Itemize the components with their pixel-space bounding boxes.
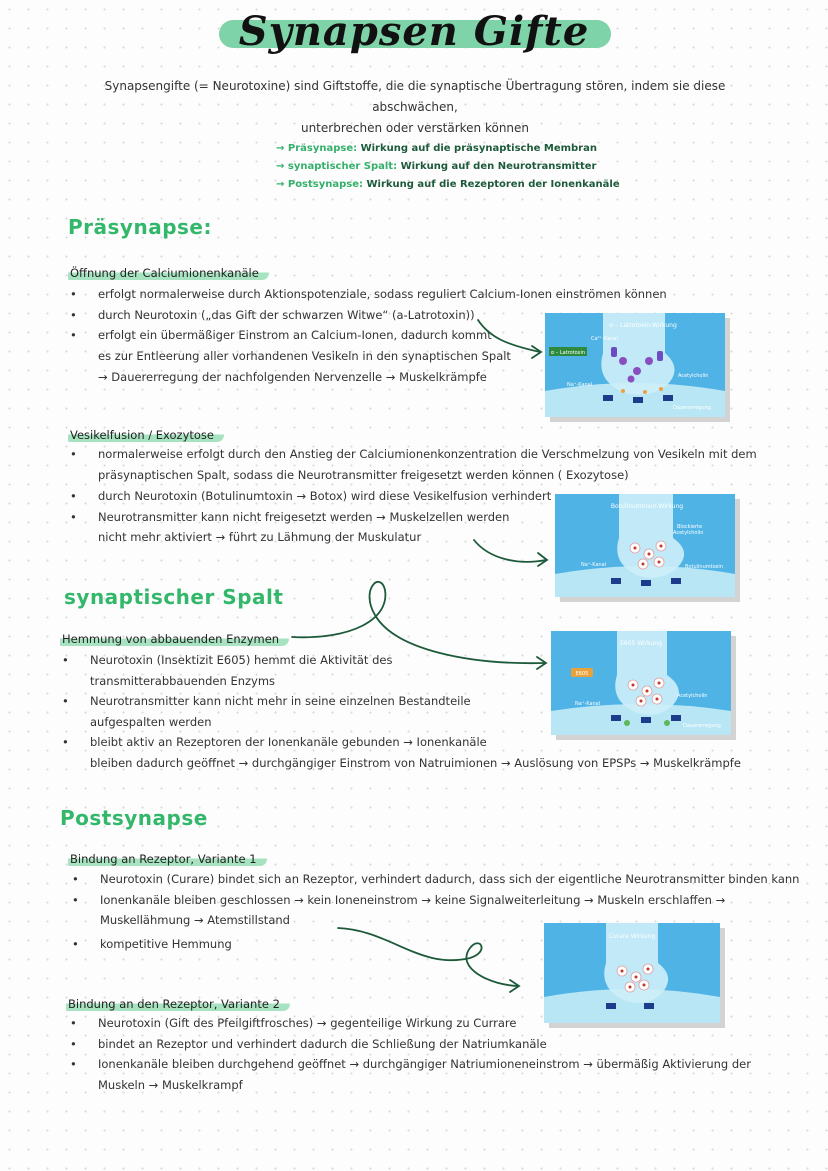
section-heading-postsynapse: Postsynapse (60, 806, 208, 830)
fig1-label: Na⁺-Kanal (567, 382, 593, 388)
fig3-label: Dauererregung (683, 723, 721, 729)
list-item: • Neurotoxin (Curare) bindet sich an Rezeptor, verhindert dadurch, dass sich der eigentliche Neurotransmitter binden kann (70, 869, 810, 890)
figure-botulinum-art (555, 494, 735, 597)
intro-line-2: unterbrechen oder verstärken können (300, 121, 530, 135)
fig2-label: Na⁺-Kanal (581, 562, 607, 568)
oeffnung-continuation: es zur Entleerung aller vorhandenen Vesikeln in den synaptischen Spalt → Dauererregung der nachfolgenden Nervenzelle → Muskelkrämpfe (98, 349, 511, 384)
list-item: • erfolgt normalerweise durch Aktionspotenziale, sodass reguliert Calcium-Ionen einströmen können (68, 284, 688, 305)
fig4-title: Curare Wirkung (608, 933, 656, 940)
figure-curare-art (544, 923, 720, 1023)
section-heading-praesynapse: Präsynapse: (68, 215, 212, 239)
fig1-label: Acetylcholin (678, 373, 709, 379)
fig2-label: Botulinumtoxin (685, 564, 723, 570)
figure-curare (544, 923, 720, 1023)
arrow-botulinum (474, 540, 546, 562)
list-item: • bleibt aktiv an Rezeptoren der Ionenkanäle gebunden → Ionenkanäle bleiben dadurch geöffnet → durchgängiger Einstrom von Natruimionen → Auslösung von EPSPs → Muskelkrämpfe (60, 732, 780, 773)
overview-item: → Postsynapse: Wirkung auf die Rezeptoren der Ionenkanäle (276, 179, 620, 190)
list-item: • Neurotransmitter kann nicht mehr in seine einzelnen Bestandteile aufgespalten werden (60, 691, 780, 732)
arrowhead (538, 553, 547, 566)
section-heading-spalt: synaptischer Spalt (64, 585, 284, 609)
list-item: • kompetitive Hemmung (70, 934, 810, 955)
fig2-title: Botulinumtoxin-Wirkung (610, 503, 684, 510)
fig3-label: E605 (575, 671, 589, 677)
arrow-latrotoxin (478, 320, 540, 352)
figure-latrotoxin-art (545, 313, 725, 417)
figure-latrotoxin (545, 313, 725, 417)
list-item: • Neurotoxin (Insektizit E605) hemmt die Aktivität des transmitterabbauenden Enzyms (60, 650, 780, 691)
fig1-title: α – Latrotoxin-Wirkung (609, 322, 677, 329)
list-item: • Ionenkanäle bleiben geschlossen → kein Ioneneinstrom → keine Signalweiterleitung → Muskeln erschlaffen → Muskellähmung → Atemstillstand (70, 890, 810, 931)
figure-botulinum (555, 494, 735, 597)
figure-e605 (551, 631, 731, 735)
arrow-curare (338, 928, 518, 986)
subheading-vesikel: Vesikelfusion / Exozytose (68, 424, 224, 443)
subheading-enzyme: Hemmung von abbauenden Enzymen (60, 628, 289, 647)
vesikel-continuation-2: nicht mehr aktiviert → führt zu Lähmung der Muskulatur (98, 530, 422, 544)
intro-line-1: Synapsengifte (= Neurotoxine) sind Giftstoffe, die die synaptische Übertragung stören, indem sie diese abschwächen, (104, 79, 726, 114)
list-item: • durch Neurotoxin (Botulinumtoxin → Botox) wird diese Vesikelfusion verhindert (68, 486, 588, 507)
subheading-oeffnung: Öffnung der Calciumionenkanäle (68, 262, 269, 281)
fig1-label: Dauererregung (673, 405, 711, 411)
list-item: • Ionenkanäle bleiben durchgehend geöffnet → durchgängiger Natriumioneneinstrom → übermäßig Aktivierung der Muskeln → Muskelkrampf (68, 1054, 788, 1095)
page-title: Synapsen Gifte (223, 8, 606, 55)
figure-e605-art (551, 631, 731, 735)
list-item: • Neurotransmitter kann nicht freigesetzt werden → Muskelzellen werden (68, 507, 588, 528)
list-item: • Neurotoxin (Gift des Pfeilgiftfrosches) → gegenteilige Wirkung zu Currare (68, 1013, 788, 1034)
fig3-title: E605 Wirkung (620, 640, 662, 647)
subheading-variante-2: Bindung an den Rezeptor, Variante 2 (66, 993, 290, 1012)
list-item: • erfolgt ein übermäßiger Einstrom an Calcium-Ionen, dadurch kommt (68, 325, 688, 346)
fig3-label: Acetylcholin (677, 693, 708, 699)
fig3-label: Na⁺-Kanal (575, 701, 601, 707)
subheading-variante-1: Bindung an Rezeptor, Variante 1 (68, 848, 267, 867)
fig2-label: Blockierte (677, 524, 703, 530)
fig1-label: Ca²⁺-Kanal (591, 336, 618, 342)
list-item: • bindet an Rezeptor und verhindert dadurch die Schließung der Natriumkanäle (68, 1034, 788, 1055)
arrow-e605 (292, 582, 545, 663)
fig2-label: Acetylcholin (673, 530, 704, 536)
overview-item: → Präsynapse: Wirkung auf die präsynaptische Membran (276, 143, 597, 154)
fig1-label: α – Latrotoxin (550, 350, 586, 356)
overview-item: → synaptischer Spalt: Wirkung auf den Neurotransmitter (276, 161, 597, 172)
vesikel-continuation-1: präsynaptischen Spalt, sodass die Neurotransmitter freigesetzt werden können ( Exozytose) (98, 468, 629, 482)
list-item: • durch Neurotoxin („das Gift der schwarzen Witwe“ (a-Latrotoxin)) (68, 305, 688, 326)
list-item: • normalerweise erfolgt durch den Anstieg der Calciumionenkonzentration die Verschmelzung von Vesikeln mit dem (68, 444, 788, 465)
